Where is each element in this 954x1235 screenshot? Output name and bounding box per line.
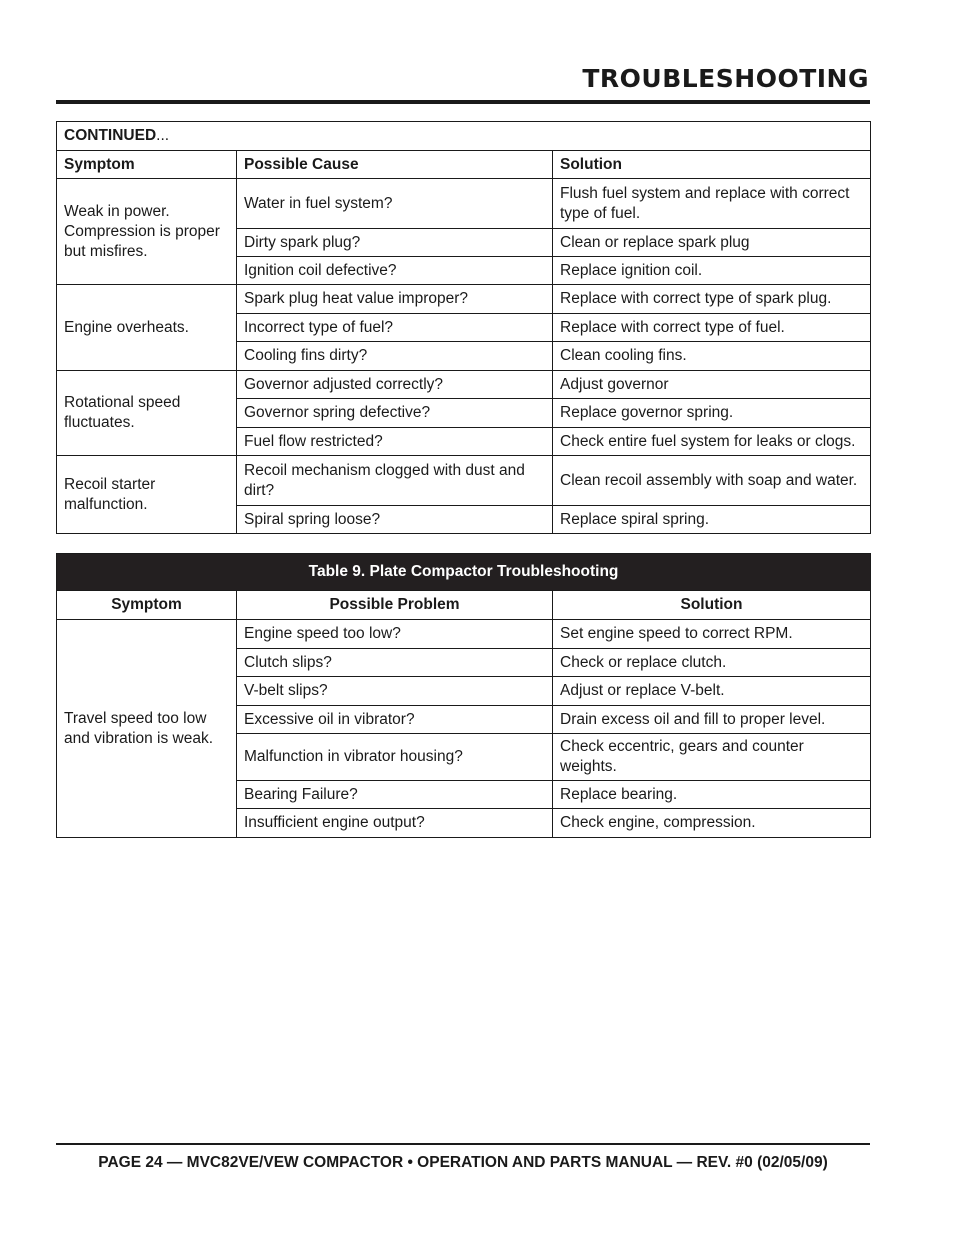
column-header-possible-cause: Possible Cause [237, 151, 553, 179]
solution-cell: Replace ignition coil. [553, 257, 871, 285]
symptom-cell: Travel speed too low and vibration is weak. [57, 620, 237, 838]
solution-cell: Replace with correct type of spark plug. [553, 285, 871, 314]
symptom-cell: Rotational speed fluctuates. [57, 371, 237, 456]
solution-cell: Clean recoil assembly with soap and water. [553, 456, 871, 506]
solution-cell: Replace with correct type of fuel. [553, 314, 871, 342]
column-header-possible-problem: Possible Problem [237, 591, 553, 620]
continued-suffix: ... [156, 127, 170, 144]
problem-cell: Clutch slips? [237, 649, 553, 677]
column-header-solution: Solution [553, 151, 871, 179]
cause-cell: Spark plug heat value improper? [237, 285, 553, 314]
solution-cell: Check eccentric, gears and counter weights. [553, 734, 871, 781]
table-row [57, 285, 871, 314]
problem-cell: V-belt slips? [237, 677, 553, 706]
table-caption: Table 9. Plate Compactor Troubleshooting [57, 554, 871, 591]
column-header-solution: Solution [553, 591, 871, 620]
solution-cell: Replace spiral spring. [553, 506, 871, 534]
solution-cell: Clean or replace spark plug [553, 229, 871, 257]
page-footer: PAGE 24 — MVC82VE/VEW COMPACTOR • OPERATION AND PARTS MANUAL — REV. #0 (02/05/09) [98, 1154, 828, 1171]
solution-cell: Check entire fuel system for leaks or clogs. [553, 428, 871, 456]
table-row [57, 179, 871, 229]
table-caption-row [57, 554, 871, 591]
table-row [57, 371, 871, 399]
page-title: TROUBLESHOOTING [582, 64, 869, 93]
solution-cell: Drain excess oil and fill to proper level. [553, 706, 871, 734]
cause-cell: Incorrect type of fuel? [237, 314, 553, 342]
cause-cell: Dirty spark plug? [237, 229, 553, 257]
cause-cell: Spiral spring loose? [237, 506, 553, 534]
cause-cell: Cooling fins dirty? [237, 342, 553, 371]
symptom-cell: Recoil starter malfunction. [57, 456, 237, 534]
plate-compactor-troubleshooting-table [56, 553, 871, 838]
problem-cell: Bearing Failure? [237, 781, 553, 809]
solution-cell: Clean cooling fins. [553, 342, 871, 371]
table-header-row [57, 591, 871, 620]
header-rule [56, 100, 870, 104]
solution-cell: Adjust governor [553, 371, 871, 399]
cause-cell: Water in fuel system? [237, 179, 553, 229]
cause-cell: Fuel flow restricted? [237, 428, 553, 456]
cause-cell: Ignition coil defective? [237, 257, 553, 285]
problem-cell: Insufficient engine output? [237, 809, 553, 838]
cause-cell: Governor adjusted correctly? [237, 371, 553, 399]
solution-cell: Replace bearing. [553, 781, 871, 809]
continued-cell [57, 122, 871, 151]
footer-rule [56, 1143, 870, 1145]
continued-row [57, 122, 871, 151]
solution-cell: Check or replace clutch. [553, 649, 871, 677]
problem-cell: Engine speed too low? [237, 620, 553, 649]
column-header-symptom: Symptom [57, 591, 237, 620]
table-row [57, 620, 871, 649]
solution-cell: Adjust or replace V-belt. [553, 677, 871, 706]
solution-cell: Flush fuel system and replace with correct type of fuel. [553, 179, 871, 229]
problem-cell: Malfunction in vibrator housing? [237, 734, 553, 781]
table-header-row [57, 151, 871, 179]
troubleshooting-continued-table [56, 121, 871, 534]
symptom-cell: Engine overheats. [57, 285, 237, 371]
continued-label: CONTINUED [64, 127, 157, 144]
cause-cell: Governor spring defective? [237, 399, 553, 428]
problem-cell: Excessive oil in vibrator? [237, 706, 553, 734]
solution-cell: Set engine speed to correct RPM. [553, 620, 871, 649]
symptom-cell: Weak in power. Compression is proper but misfires. [57, 179, 237, 285]
solution-cell: Replace governor spring. [553, 399, 871, 428]
table-row [57, 456, 871, 506]
column-header-symptom: Symptom [57, 151, 237, 179]
solution-cell: Check engine, compression. [553, 809, 871, 838]
cause-cell: Recoil mechanism clogged with dust and dirt? [237, 456, 553, 506]
